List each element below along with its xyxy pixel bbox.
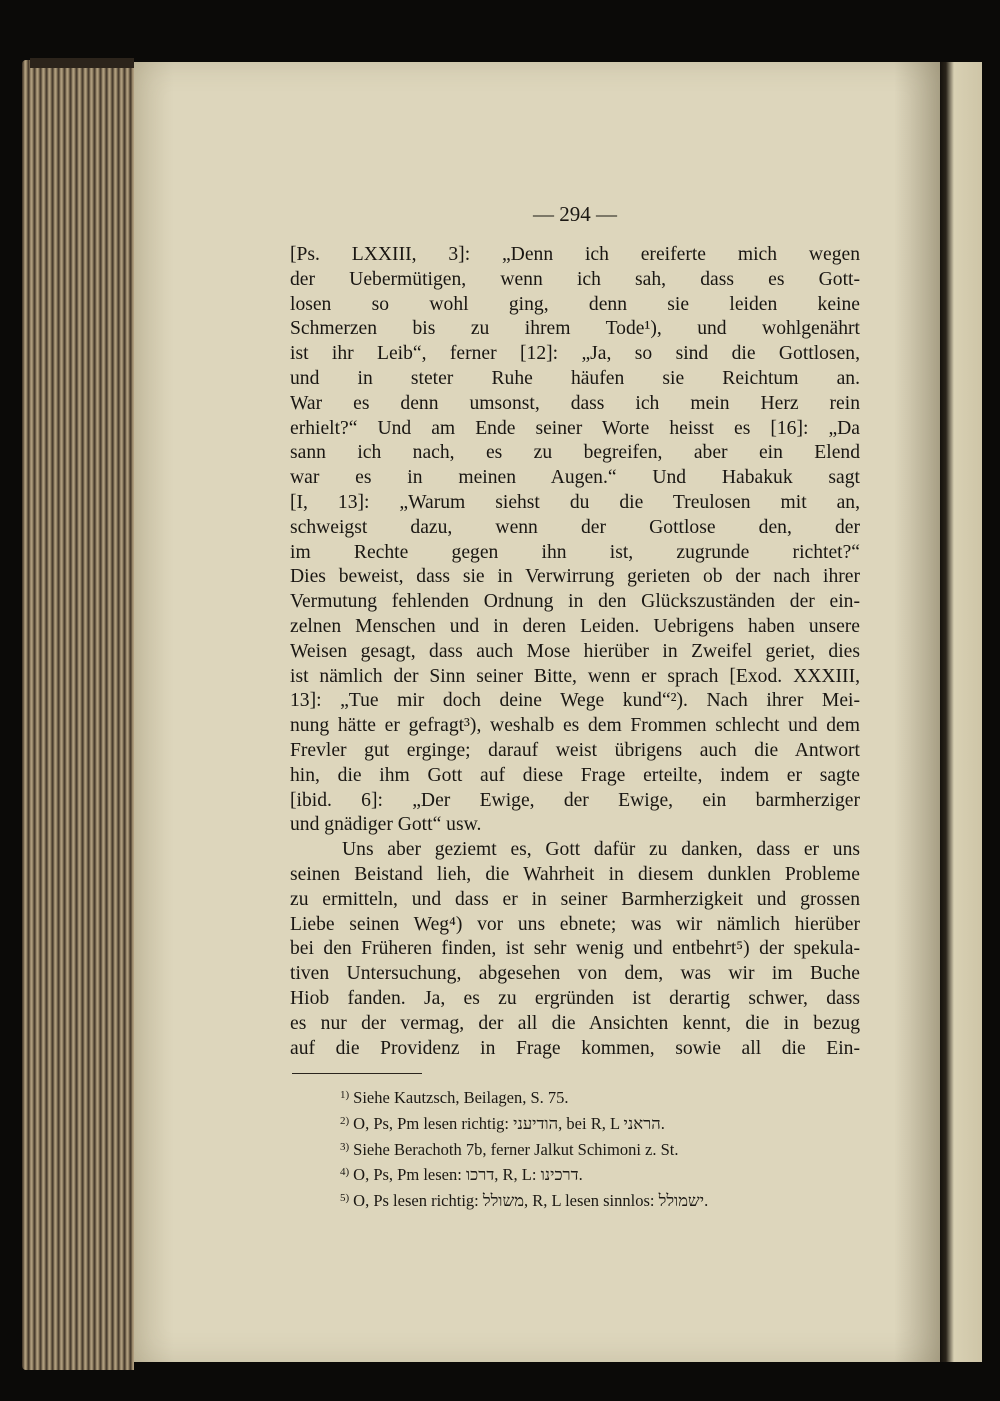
- text-line: und in steter Ruhe häufen sie Reichtum an.: [290, 367, 860, 389]
- text-line: ist nämlich der Sinn seiner Bitte, wenn er sprach [Exod. XXXIII,: [290, 665, 860, 687]
- text-line: war es in meinen Augen.“ Und Habakuk sagt: [290, 467, 860, 489]
- text-line: Dies beweist, dass sie in Verwirrung gerieten ob der nach ihrer: [290, 566, 860, 588]
- footnote-divider: [292, 1073, 422, 1074]
- text-line: [ibid. 6]: „Der Ewige, der Ewige, ein barmherziger: [290, 789, 860, 811]
- footnote: [340, 1110, 870, 1136]
- paragraph-2: [290, 838, 860, 1061]
- text-line: zelnen Menschen und in deren Leiden. Uebrigens haben unsere: [290, 615, 860, 637]
- text-line: Uns aber geziemt es, Gott dafür zu danken, dass er uns: [342, 839, 860, 861]
- footnote-text: O, Ps, Pm lesen richtig: הודיעני, bei R, L הראני.: [353, 1113, 665, 1133]
- text-line: bei den Früheren finden, ist sehr wenig und entbehrt⁵) der spekula-: [290, 938, 860, 960]
- footnotes: [340, 1084, 870, 1213]
- text-line: losen so wohl ging, denn sie leiden keine: [290, 293, 860, 315]
- footnote: [340, 1136, 870, 1162]
- paragraph-1: [290, 243, 860, 838]
- text-line: ist ihr Leib“, ferner [12]: „Ja, so sind die Gottlosen,: [290, 343, 860, 365]
- text-line: es nur der vermag, der all die Ansichten kennt, die in bezug: [290, 1012, 860, 1034]
- footnote-text: O, Ps lesen richtig: משולל, R, L lesen sinnlos: ישמולל.: [353, 1191, 709, 1211]
- footnote-mark: 3): [340, 1140, 350, 1153]
- footnote-text: Siehe Berachoth 7b, ferner Jalkut Schimoni z. St.: [353, 1139, 679, 1159]
- footnote-mark: 1): [340, 1089, 350, 1101]
- text-line: erhielt?“ Und am Ende seiner Worte heisst es [16]: „Da: [290, 417, 860, 439]
- text-line: der Uebermütigen, wenn ich sah, dass es Gott-: [290, 268, 860, 290]
- footnote: [340, 1084, 870, 1110]
- footnote-mark: 2): [340, 1114, 350, 1127]
- text-line: zu ermitteln, und dass er in seiner Barmherzigkeit und grossen: [290, 888, 860, 910]
- footnote-mark: 4): [340, 1166, 350, 1179]
- text-line: auf die Providenz in Frage kommen, sowie all die Ein-: [290, 1037, 860, 1059]
- text-line: und gnädiger Gott“ usw.: [290, 814, 482, 836]
- text-line: [I, 13]: „Warum siehst du die Treulosen mit an,: [290, 491, 860, 513]
- text-line: tiven Untersuchung, abgesehen von dem, was wir im Buche: [290, 963, 860, 985]
- footnote-text: Siehe Kautzsch, Beilagen, S. 75.: [353, 1088, 569, 1107]
- text-line: War es denn umsonst, dass ich mein Herz rein: [290, 392, 860, 414]
- body-text: [290, 243, 860, 1061]
- text-line: Frevler gut erginge; darauf weist übrigens auch die Antwort: [290, 739, 860, 761]
- text-line: schweigst dazu, wenn der Gottlose den, der: [290, 516, 860, 538]
- footnote: [340, 1161, 870, 1187]
- text-line: sann ich nach, es zu begreifen, aber ein Elend: [290, 442, 860, 464]
- footnote: [340, 1187, 870, 1213]
- book-page-edges: [22, 60, 134, 1370]
- facing-page-sliver: [940, 62, 982, 1362]
- text-line: nung hätte er gefragt³), weshalb es dem Frommen schlecht und dem: [290, 715, 860, 737]
- text-line: im Rechte gegen ihn ist, zugrunde richtet?“: [290, 541, 860, 563]
- footnote-mark: 5): [340, 1192, 350, 1205]
- book-edge-shadow: [30, 58, 134, 68]
- text-line: [Ps. LXXIII, 3]: „Denn ich ereiferte mich wegen: [290, 244, 860, 265]
- page-number: — 294 —: [533, 202, 617, 226]
- text-line: Liebe seinen Weg⁴) vor uns ebnete; was wir nämlich hierüber: [290, 913, 860, 935]
- text-line: Weisen gesagt, dass auch Mose hierüber in Zweifel geriet, dies: [290, 640, 860, 662]
- text-line: Vermutung fehlenden Ordnung in den Glückszuständen der ein-: [290, 591, 860, 613]
- text-line: seinen Beistand lieh, die Wahrheit in diesem dunklen Probleme: [290, 863, 860, 885]
- text-line: Schmerzen bis zu ihrem Tode¹), und wohlgenährt: [290, 318, 860, 340]
- text-line: 13]: „Tue mir doch deine Wege kund“²). Nach ihrer Mei-: [290, 690, 860, 712]
- footnote-text: O, Ps, Pm lesen: דרכו, R, L: דרכינו.: [353, 1165, 583, 1185]
- text-line: Hiob fanden. Ja, es zu ergründen ist derartig schwer, dass: [290, 987, 860, 1009]
- text-line: hin, die ihm Gott auf diese Frage erteilte, indem er sagte: [290, 764, 860, 786]
